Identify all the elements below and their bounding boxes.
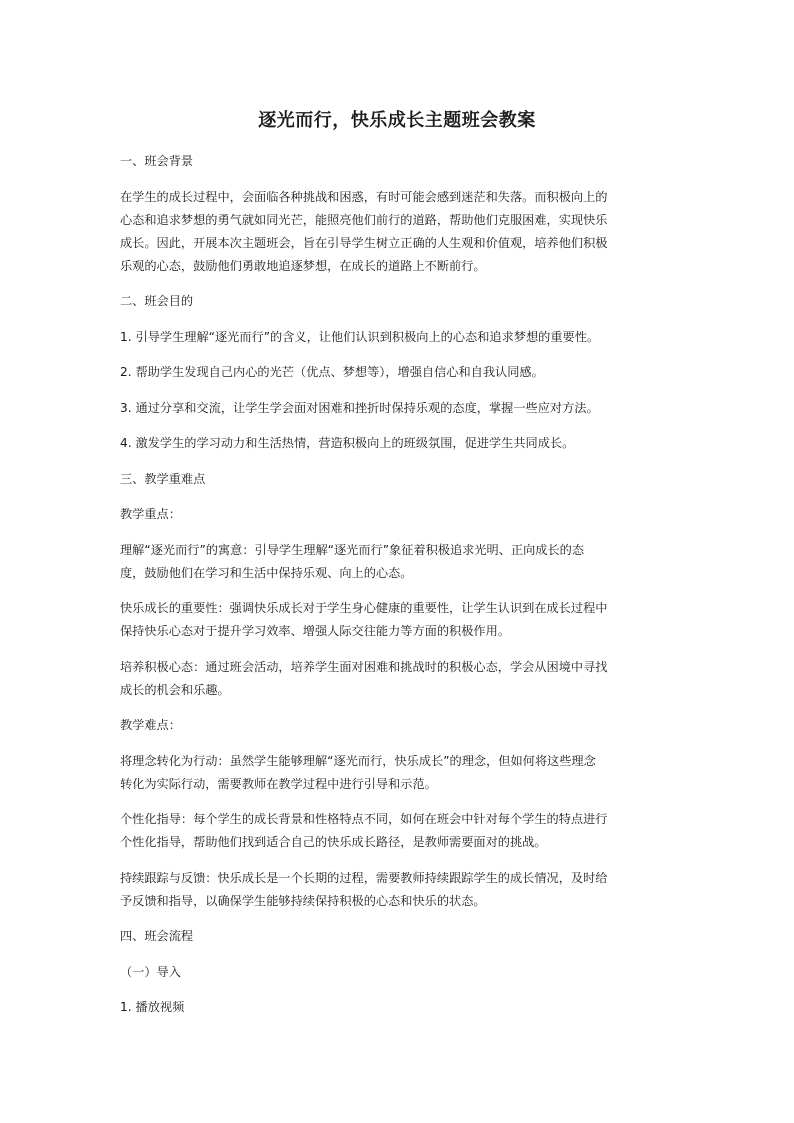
paragraph-line: 3. 通过分享和交流，让学生学会面对困难和挫折时保持乐观的态度，掌握一些应对方法。 — [120, 400, 599, 415]
paragraph-line: 转化为实际行动，需要教师在教学过程中进行引导和示范。 — [120, 776, 437, 791]
paragraph-line: 成长的机会和乐趣。 — [120, 682, 230, 697]
paragraph-line: 成长。因此，开展本次主题班会，旨在引导学生树立正确的人生观和价值观，培养他们积极 — [120, 235, 608, 250]
paragraph-line: 四、班会流程 — [120, 929, 194, 943]
paragraph-line: （一）导入 — [120, 964, 181, 979]
paragraph-line: 个性化指导，帮助他们找到适合自己的快乐成长路径，是教师需要面对的挑战。 — [120, 835, 547, 849]
paragraph-line: 个性化指导：每个学生的成长背景和性格特点不同，如何在班会中针对每个学生的特点进行 — [120, 812, 608, 826]
paragraph — [120, 432, 674, 455]
paragraph-line: 心态和追求梦想的勇气就如同光芒，能照亮他们前行的道路，帮助他们克服困难，实现快乐 — [120, 212, 608, 227]
paragraph-line: 一、班会背景 — [120, 154, 194, 168]
paragraph — [120, 656, 674, 702]
paragraph — [120, 503, 674, 526]
paragraph-line: 二、班会目的 — [120, 294, 194, 308]
paragraph-line: 三、教学重难点 — [120, 471, 206, 486]
document-title: 逐光而行，快乐成长主题班会教案 — [258, 110, 536, 131]
paragraph — [120, 150, 674, 173]
paragraph-line: 理解“逐光而行”的寓意：引导学生理解“逐光而行”象征着积极追求光明、正向成长的态 — [120, 542, 585, 557]
paragraph-line: 乐观的心态，鼓励他们勇敢地追逐梦想，在成长的道路上不断前行。 — [120, 258, 486, 273]
paragraph — [120, 290, 674, 313]
paragraph-line: 度，鼓励他们在学习和生活中保持乐观、向上的心态。 — [120, 565, 413, 580]
paragraph — [120, 468, 674, 491]
paragraph — [120, 925, 674, 948]
paragraph-line: 2. 帮助学生发现自己内心的光芒（优点、梦想等），增强自信心和自我认同感。 — [120, 365, 544, 379]
paragraph-line: 1. 引导学生理解“逐光而行”的含义，让他们认识到积极向上的心态和追求梦想的重要性。 — [120, 329, 600, 344]
paragraph — [120, 714, 674, 737]
paragraph — [120, 996, 674, 1019]
paragraph-line: 教学难点： — [120, 718, 181, 732]
paragraph — [120, 750, 674, 796]
paragraph-line: 4. 激发学生的学习动力和生活热情，营造积极向上的班级氛围，促进学生共同成长。 — [120, 436, 575, 450]
paragraph-line: 保持快乐心态对于提升学习效率、增强人际交往能力等方面的积极作用。 — [120, 624, 510, 638]
paragraph — [120, 539, 674, 585]
paragraph — [120, 186, 674, 278]
paragraph-line: 1. 播放视频 — [120, 1000, 185, 1014]
paragraph-line: 持续跟踪与反馈：快乐成长是一个长期的过程，需要教师持续跟踪学生的成长情况，及时给 — [120, 870, 608, 885]
paragraph-line: 在学生的成长过程中，会面临各种挑战和困惑，有时可能会感到迷茫和失落。而积极向上的 — [120, 189, 608, 204]
paragraph — [120, 961, 674, 984]
paragraph-line: 予反馈和指导，以确保学生能够持续保持积极的心态和快乐的状态。 — [120, 893, 486, 908]
paragraph — [120, 361, 674, 384]
paragraph-line: 将理念转化为行动：虽然学生能够理解“逐光而行，快乐成长”的理念，但如何将这些理念 — [120, 753, 596, 768]
paragraph — [120, 597, 674, 643]
paragraph-line: 培养积极心态：通过班会活动，培养学生面对困难和挑战时的积极心态，学会从困境中寻找 — [120, 659, 608, 674]
paragraph — [120, 326, 674, 349]
paragraph — [120, 808, 674, 854]
paragraph-line: 快乐成长的重要性：强调快乐成长对于学生身心健康的重要性，让学生认识到在成长过程中 — [120, 601, 608, 615]
document-body — [120, 150, 674, 1032]
paragraph — [120, 397, 674, 420]
paragraph — [120, 867, 674, 913]
paragraph-line: 教学重点： — [120, 507, 181, 521]
